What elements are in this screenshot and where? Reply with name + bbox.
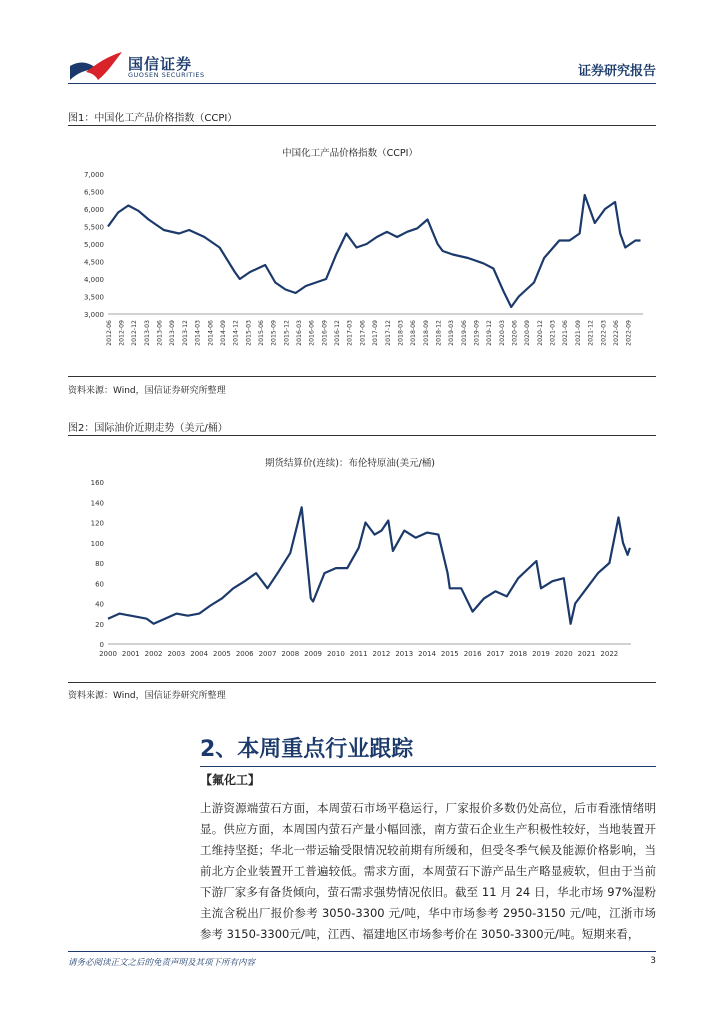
x-tick-label: 2012 bbox=[372, 650, 391, 658]
y-tick-label: 60 bbox=[95, 580, 104, 589]
x-tick-label: 2017-09 bbox=[372, 320, 380, 346]
x-tick-label: 2016-12 bbox=[334, 320, 342, 346]
x-tick-label: 2022-09 bbox=[625, 320, 633, 346]
x-tick-label: 2007 bbox=[258, 650, 277, 658]
header-rule bbox=[68, 83, 656, 84]
report-type-label: 证券研究报告 bbox=[577, 64, 656, 79]
x-tick-label: 2020-03 bbox=[498, 320, 506, 346]
figure1-bottom-rule bbox=[68, 376, 656, 377]
x-tick-label: 2018 bbox=[509, 650, 528, 658]
y-tick-label: 120 bbox=[90, 519, 104, 528]
x-tick-label: 2012-12 bbox=[131, 320, 139, 346]
y-tick-label: 160 bbox=[90, 479, 104, 487]
x-tick-label: 2017-03 bbox=[346, 320, 354, 346]
x-tick-label: 2020-06 bbox=[511, 320, 519, 346]
y-tick-label: 100 bbox=[90, 539, 104, 548]
y-tick-label: 6,500 bbox=[83, 188, 104, 197]
brent-oil-chart bbox=[68, 470, 656, 675]
brent-series-line bbox=[108, 507, 630, 624]
figure2-bottom-rule bbox=[68, 682, 656, 683]
footer-disclaimer: 请务必阅读正文之后的免责声明及其项下所有内容 bbox=[68, 958, 256, 968]
x-tick-label: 2017-06 bbox=[359, 320, 367, 346]
x-tick-label: 2014-09 bbox=[219, 320, 227, 346]
y-tick-label: 4,000 bbox=[83, 276, 104, 284]
x-tick-label: 2019-06 bbox=[460, 320, 468, 346]
x-tick-label: 2015-03 bbox=[245, 320, 253, 346]
figure2-top-rule bbox=[68, 435, 656, 436]
footer-rule bbox=[68, 951, 656, 952]
x-tick-label: 2019-03 bbox=[448, 320, 456, 346]
x-tick-label: 2003 bbox=[167, 650, 186, 658]
y-tick-label: 3,000 bbox=[83, 311, 104, 319]
x-tick-label: 2022-06 bbox=[612, 320, 620, 346]
x-tick-label: 2021-12 bbox=[587, 320, 595, 346]
x-tick-label: 2016-03 bbox=[296, 320, 304, 346]
y-tick-label: 5,500 bbox=[83, 223, 104, 232]
y-tick-label: 140 bbox=[90, 499, 104, 508]
x-tick-label: 2018-09 bbox=[422, 320, 430, 346]
y-tick-label: 5,000 bbox=[83, 241, 104, 249]
y-tick-label: 20 bbox=[95, 620, 104, 629]
x-tick-label: 2022-03 bbox=[600, 320, 608, 346]
x-tick-label: 2011 bbox=[349, 650, 368, 658]
ccpi-chart bbox=[68, 160, 656, 370]
chart1-title: 中国化工产品价格指数（CCPI） bbox=[282, 148, 418, 159]
y-tick-label: 80 bbox=[95, 560, 104, 568]
y-tick-label: 7,000 bbox=[83, 171, 104, 179]
x-tick-label: 2015-12 bbox=[283, 320, 291, 346]
x-tick-label: 2016-06 bbox=[308, 320, 316, 346]
section-rule bbox=[200, 766, 656, 767]
x-tick-label: 2015-06 bbox=[257, 320, 265, 346]
x-tick-label: 2013-03 bbox=[143, 320, 151, 346]
x-tick-label: 2018-03 bbox=[397, 320, 405, 346]
x-tick-label: 2005 bbox=[213, 650, 231, 658]
company-name-en: GUOSEN SECURITIES bbox=[128, 71, 205, 79]
x-tick-label: 2018-06 bbox=[410, 320, 418, 346]
figure1-top-rule bbox=[68, 125, 656, 126]
y-tick-label: 3,500 bbox=[83, 293, 104, 302]
x-tick-label: 2014-12 bbox=[232, 320, 240, 346]
x-tick-label: 2014-03 bbox=[194, 320, 202, 346]
x-tick-label: 2015-09 bbox=[270, 320, 278, 346]
y-tick-label: 4,500 bbox=[83, 258, 104, 267]
x-tick-label: 2013 bbox=[395, 650, 414, 658]
guosen-logo bbox=[68, 50, 124, 84]
x-tick-label: 2017-12 bbox=[384, 320, 392, 346]
x-tick-label: 2020-09 bbox=[524, 320, 532, 346]
x-tick-label: 2001 bbox=[121, 650, 140, 658]
x-tick-label: 2016 bbox=[463, 650, 482, 658]
x-tick-label: 2010 bbox=[326, 650, 345, 658]
x-tick-label: 2020-12 bbox=[536, 320, 544, 346]
x-tick-label: 2021-03 bbox=[549, 320, 557, 346]
ccpi-series-line bbox=[108, 195, 641, 307]
chart2-title: 期货结算价(连续)：布伦特原油(美元/桶) bbox=[264, 458, 436, 469]
x-tick-label: 2014-06 bbox=[207, 320, 215, 346]
x-tick-label: 2000 bbox=[99, 650, 117, 658]
x-tick-label: 2021-06 bbox=[562, 320, 570, 346]
y-tick-label: 6,000 bbox=[83, 206, 104, 214]
x-tick-label: 2012-06 bbox=[105, 320, 113, 346]
x-tick-label: 2021-09 bbox=[574, 320, 582, 346]
x-tick-label: 2014 bbox=[418, 650, 436, 658]
x-tick-label: 2016-09 bbox=[321, 320, 329, 346]
body-paragraph: 上游资源端萤石方面，本周萤石市场平稳运行，厂家报价多数仍处高位，后市看涨情绪明显。供应方面，本周国内萤石产量小幅回涨，南方萤石企业生产积极性较好，当地装置开工维持坚挺；华北一带运输受限情况较前期有所缓和，但受冬季气候及能源价格影响，当前北方企业装置开工普遍较低。需求方面，本周萤石下游产品生产略显疲软，但由于当前下游厂家多有备货倾向，萤石需求强势情况依旧。截至 11 月 24 日，华北市场 97%湿粉主流含税出厂报价参考 3050-3300 元/吨，华中市场参考 2950-3150 元/吨，江浙市场参考 3150-3300元/吨，江西、福建地区市场参考价在 3050-3300元/吨。短期来看， bbox=[200, 801, 656, 941]
x-tick-label: 2004 bbox=[190, 650, 209, 658]
figure1-source: 资料来源：Wind，国信证券研究所整理 bbox=[68, 386, 226, 396]
x-tick-label: 2002 bbox=[144, 650, 163, 658]
x-tick-label: 2022 bbox=[600, 650, 619, 658]
figure1-caption: 图1：中国化工产品价格指数（CCPI） bbox=[68, 113, 238, 124]
x-tick-label: 2019-12 bbox=[486, 320, 494, 346]
x-tick-label: 2019-09 bbox=[473, 320, 481, 346]
figure2-caption: 图2：国际油价近期走势（美元/桶） bbox=[68, 423, 228, 434]
x-tick-label: 2020 bbox=[554, 650, 573, 658]
x-tick-label: 2015 bbox=[440, 650, 459, 658]
x-tick-label: 2013-09 bbox=[169, 320, 177, 346]
x-tick-label: 2013-06 bbox=[156, 320, 164, 346]
x-tick-label: 2012-09 bbox=[118, 320, 126, 346]
x-tick-label: 2008 bbox=[281, 650, 300, 658]
company-name-cn: 国信证券 bbox=[128, 55, 193, 73]
x-tick-label: 2013-12 bbox=[181, 320, 189, 346]
x-tick-label: 2019 bbox=[532, 650, 550, 658]
page-number: 3 bbox=[650, 956, 656, 966]
x-tick-label: 2006 bbox=[235, 650, 254, 658]
x-tick-label: 2017 bbox=[486, 650, 505, 658]
y-tick-label: 40 bbox=[95, 600, 104, 609]
x-tick-label: 2021 bbox=[577, 650, 596, 658]
subheading-fluorochemical: 【氟化工】 bbox=[200, 773, 261, 787]
section-title: 2、本周重点行业跟踪 bbox=[200, 737, 414, 762]
x-tick-label: 2009 bbox=[304, 650, 323, 658]
x-tick-label: 2018-12 bbox=[435, 320, 443, 346]
y-tick-label: 0 bbox=[99, 641, 104, 649]
figure2-source: 资料来源：Wind，国信证券研究所整理 bbox=[68, 691, 226, 701]
